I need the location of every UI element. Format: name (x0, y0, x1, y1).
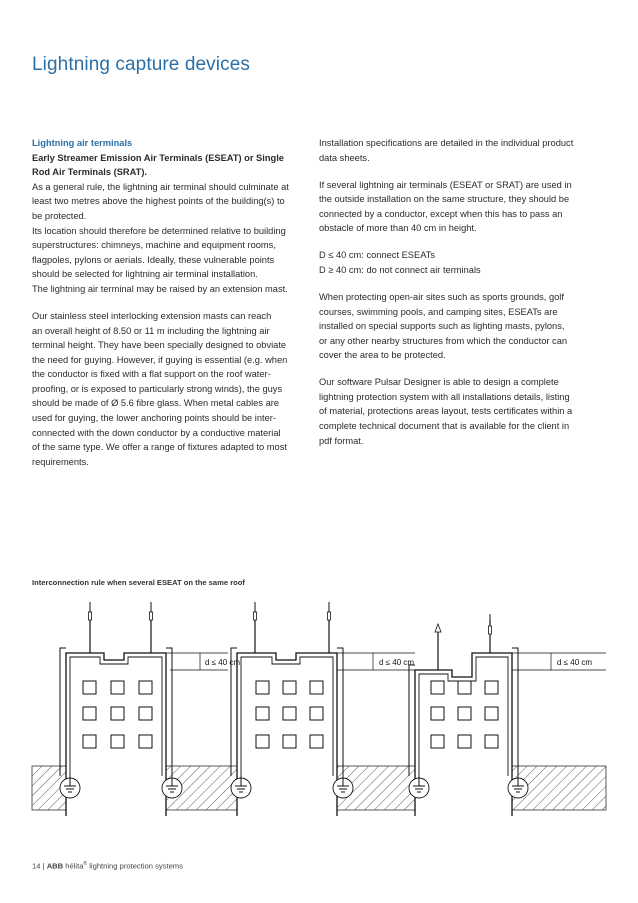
text-line: should be made of Ø 5.6 fibre glass. When metal cables are (32, 398, 280, 409)
paragraph-specifications (319, 136, 601, 165)
text-line: the conductor is fixed with a flat support on the roof water- (32, 369, 271, 380)
building-2 (237, 602, 337, 816)
text-line: proofing, or is exposed to particularly strong winds), the guys (32, 383, 283, 394)
text-line: requirements. (32, 456, 89, 467)
srat-tip (435, 624, 441, 632)
registered-mark: ® (83, 861, 88, 867)
text-line: pdf format. (319, 435, 364, 446)
page-title: Lightning capture devices (32, 54, 250, 75)
text-line: cover the area to be protected. (319, 350, 446, 361)
eseat-head (254, 612, 257, 620)
text-line: Its location should therefore be determined relative to building (32, 225, 286, 236)
paragraph-open-air-sites (319, 290, 601, 363)
eseat-head (150, 612, 153, 620)
text-line: data sheets. (319, 152, 370, 163)
connection-rules (319, 248, 601, 277)
footer-separator: | (42, 861, 45, 871)
text-line: obstacle of more than 40 cm in height. (319, 223, 477, 234)
page-number: 14 (32, 861, 41, 871)
text-line: should be selected for lightning air terminal installation. (32, 269, 258, 280)
text-line: an overall height of 8.50 or 11 m including the lightning air (32, 325, 270, 336)
text-line: lightning protection system with all installations details, listing (319, 391, 570, 402)
text-line: be protected. (32, 210, 87, 221)
text-line: flagpoles, pylons or aerials. Ideally, these vulnerable points (32, 254, 275, 265)
text-line: installed on special supports such as lighting masts, pylons, (319, 321, 565, 332)
text-line: the need for guying. However, if guying is essential (e.g. when (32, 354, 288, 365)
text-line: or any other nearby structures from which the conductor can (319, 335, 568, 346)
text-line: Our stainless steel interlocking extension masts can reach (32, 310, 272, 321)
right-column (319, 136, 601, 448)
text-line: connected with the down conductor by a conductive material (32, 427, 281, 438)
text-line: As a general rule, the lightning air terminal should culminate at (32, 181, 289, 192)
down-conductor (166, 648, 172, 776)
text-line: The lightning air terminal may be raised by an extension mast. (32, 283, 288, 294)
paragraph-pulsar-designer (319, 375, 601, 448)
rule-connect: D ≤ 40 cm: connect ESEATs (319, 250, 436, 261)
eseat-head (89, 612, 92, 620)
terminal-types-line-1: Early Streamer Emission Air Terminals (ESEAT) or Single (32, 152, 284, 163)
text-line: of the same type. We offer a range of fixtures adapted to most (32, 442, 287, 453)
interconnection-diagram (0, 590, 638, 820)
text-line: If several lightning air terminals (ESEAT or SRAT) are used in (319, 179, 572, 190)
down-conductor (409, 665, 415, 776)
page-footer (32, 861, 183, 871)
text-line: Installation specifications are detailed in the individual product (319, 138, 574, 148)
dimension-label-2: d ≤ 40 cm (379, 658, 415, 667)
dimension-label-1: d ≤ 40 cm (205, 658, 241, 667)
down-conductor (512, 648, 518, 776)
text-line: of material, protections areas layout, tests certificates within a (319, 406, 573, 417)
footer-brand: ABB (46, 861, 64, 871)
left-column (32, 136, 306, 469)
text-line: Our software Pulsar Designer is able to design a complete (319, 377, 559, 388)
text-line: courses, swimming pools, and camping sites, ESEATs are (319, 306, 558, 317)
text-line: When protecting open-air sites such as sports grounds, golf (319, 291, 564, 302)
rule-do-not-connect: D ≥ 40 cm: do not connect air terminals (319, 264, 481, 275)
footer-product: hélita (65, 861, 84, 871)
section-heading: Lightning air terminals (32, 138, 133, 148)
down-conductor (337, 648, 343, 776)
text-line: connected by a conductor, except when this has to pass an (319, 208, 563, 219)
paragraph-placement (32, 180, 306, 297)
text-line: complete technical document that is available for the client in (319, 421, 570, 432)
terminal-types-line-2: Rod Air Terminals (SRAT). (32, 167, 148, 178)
building-1 (66, 602, 166, 816)
building-3 (415, 614, 512, 816)
text-line: superstructures: chimneys, machine and equipment rooms, (32, 240, 276, 251)
paragraph-several-terminals (319, 178, 601, 236)
down-conductor (60, 648, 66, 776)
text-line: least two metres above the highest points of the building(s) to (32, 196, 285, 207)
eseat-head (489, 626, 492, 634)
text-line: terminal height. They have been specially designed to obviate (32, 340, 287, 351)
down-conductor (231, 648, 237, 776)
text-line: the outside installation on the same structure, they should be (319, 194, 570, 205)
footer-suffix: lightning protection systems (87, 861, 183, 871)
eseat-head (328, 612, 331, 620)
text-line: used for guying, the lower anchoring points should be inter- (32, 413, 276, 424)
figure-caption: Interconnection rule when several ESEAT on the same roof (32, 578, 245, 587)
dimension-label-3: d ≤ 40 cm (557, 658, 593, 667)
paragraph-extension-masts (32, 309, 306, 470)
